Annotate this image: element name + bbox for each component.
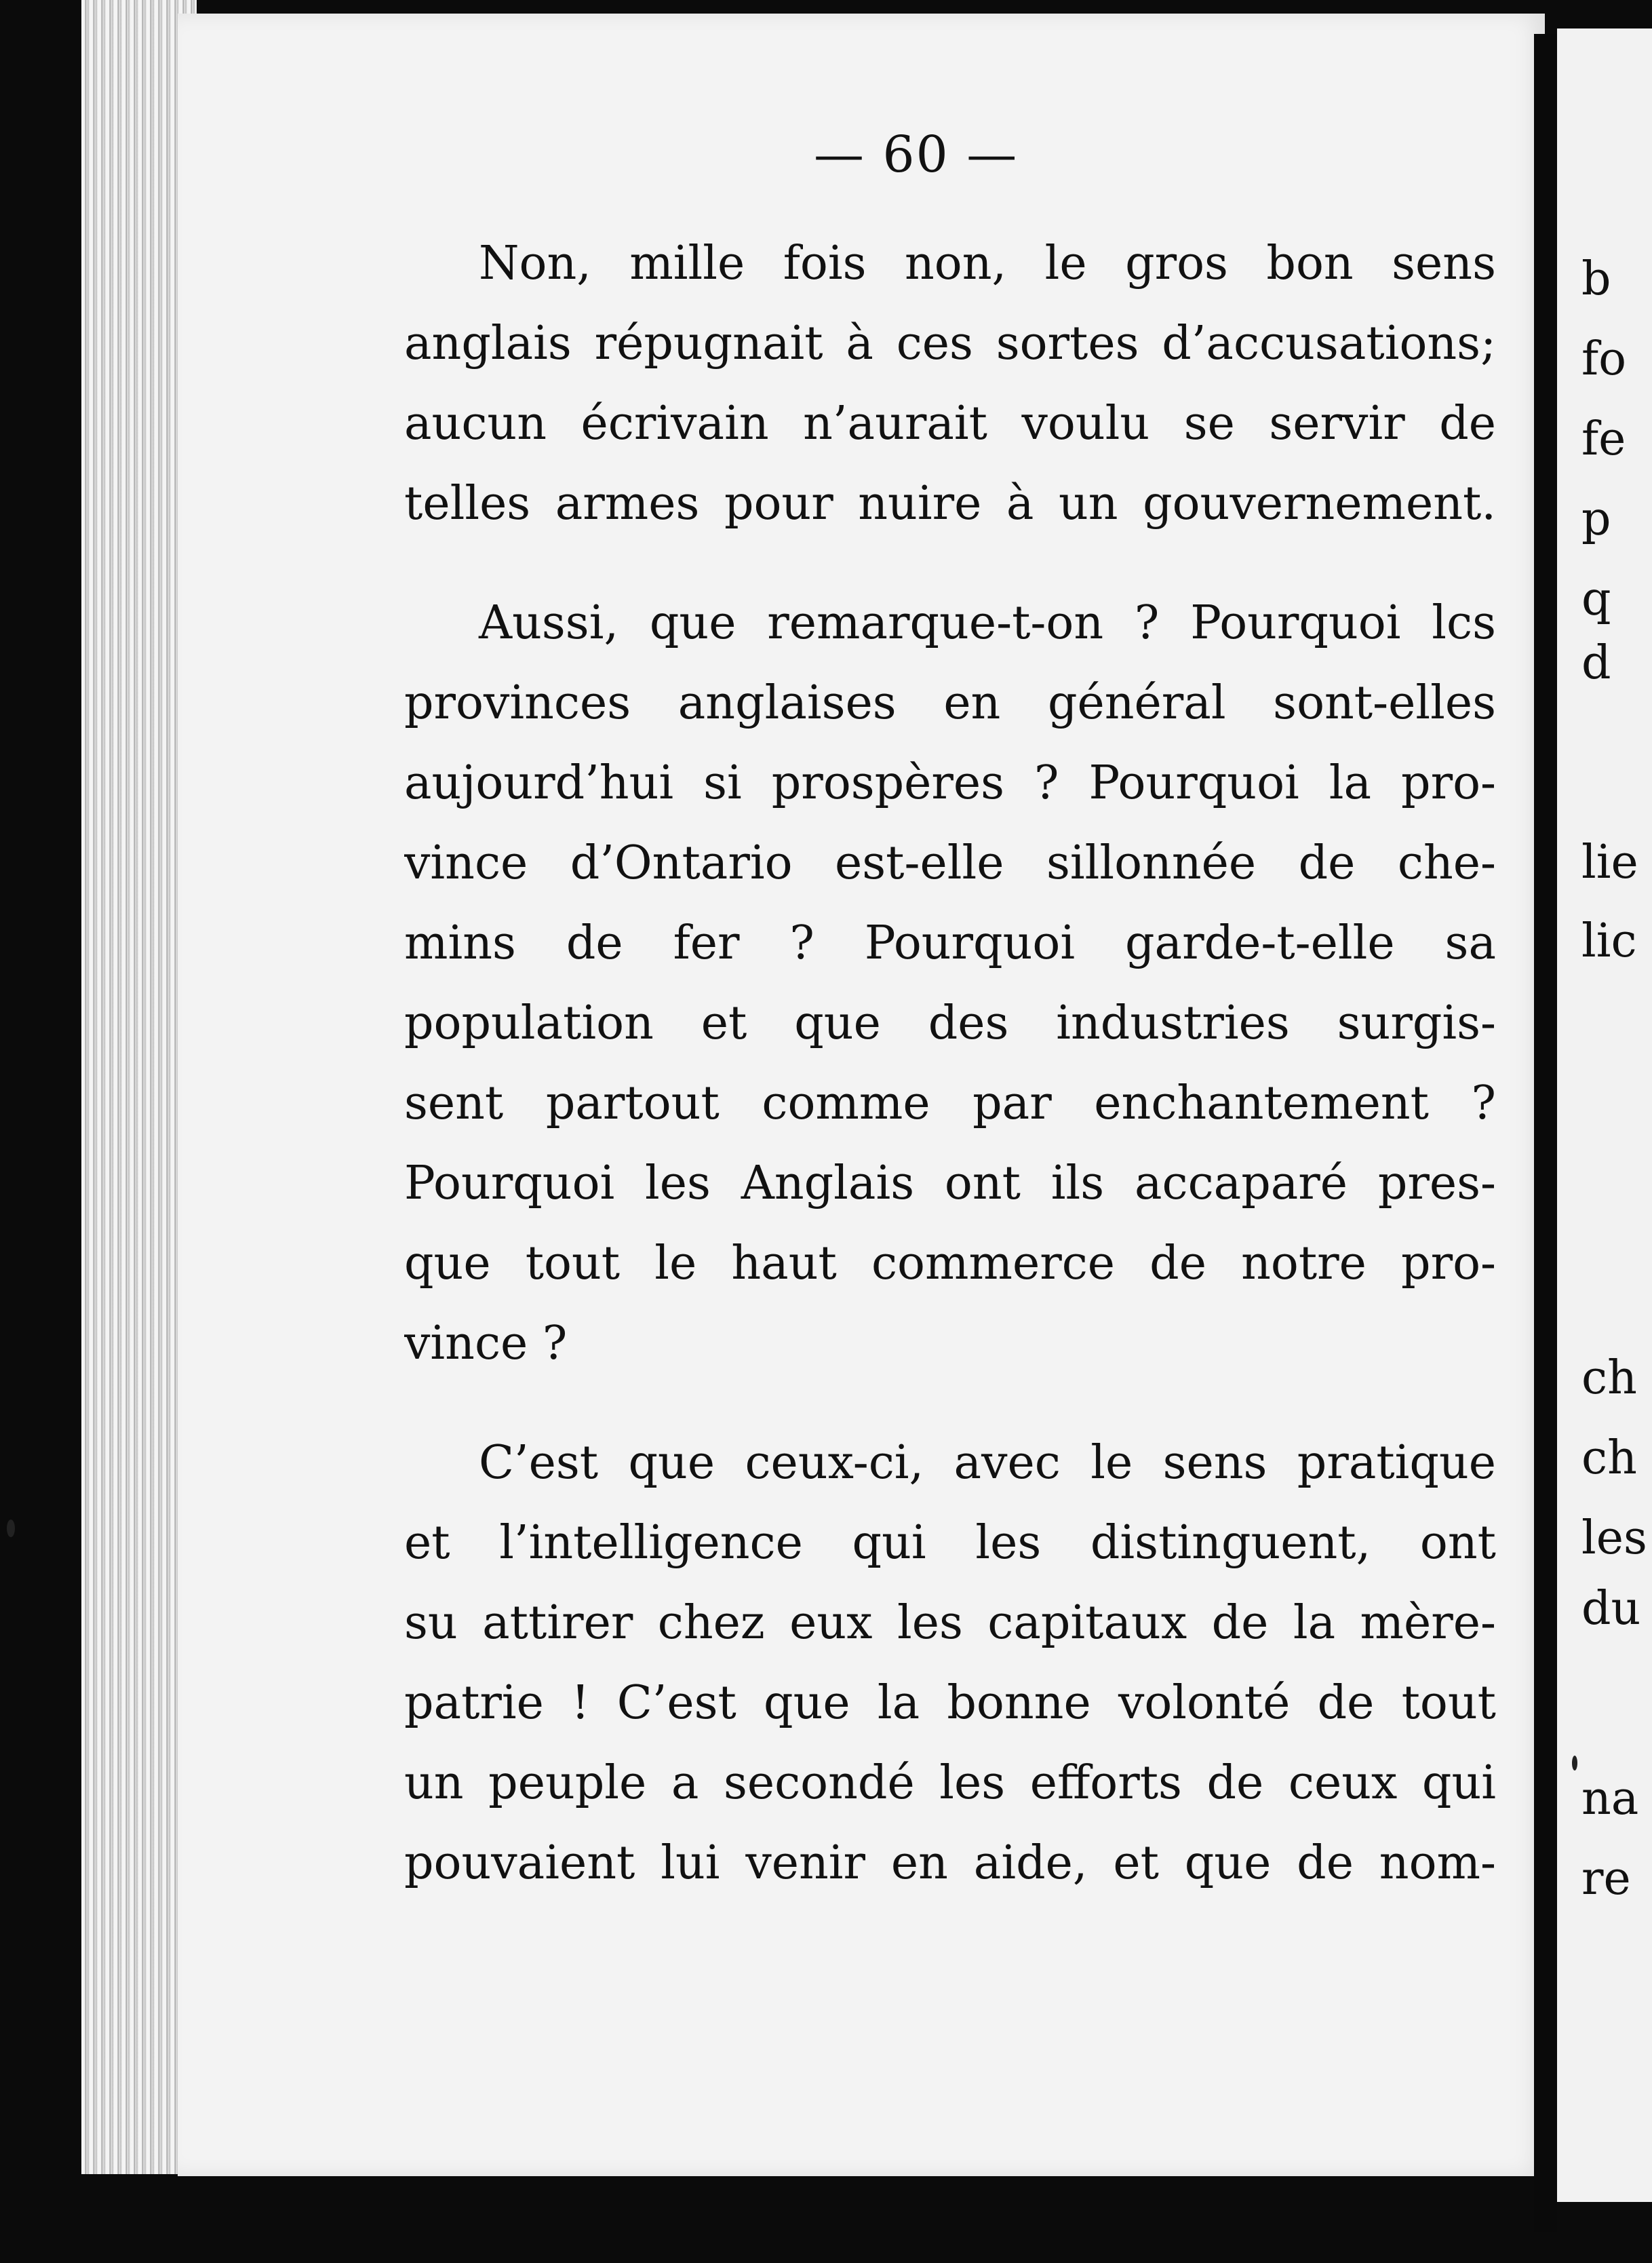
- right-page-fragment: na: [1581, 1772, 1639, 1825]
- paragraph-2: [404, 583, 1496, 1384]
- text-line: telles armes pour nuire à un gouvernement.: [404, 477, 1496, 530]
- right-page-fragment: ch: [1581, 1431, 1637, 1485]
- right-page-fragment: re: [1581, 1852, 1631, 1906]
- right-page-fragment: p: [1581, 492, 1611, 546]
- scan-speck: [7, 1520, 15, 1537]
- right-page-fragment: lie: [1581, 836, 1638, 889]
- paragraph-3: [404, 1423, 1496, 1903]
- right-page-fragment: lic: [1581, 914, 1637, 968]
- right-page-edge: [1557, 28, 1652, 2202]
- text-line: vince ?: [404, 1317, 568, 1370]
- right-page-fragment: d: [1581, 636, 1611, 690]
- text-line: anglais répugnait à ces sortes d’accusations;: [404, 317, 1496, 370]
- text-line: que tout le haut commerce de notre pro-: [404, 1237, 1496, 1290]
- text-line: provinces anglaises en général sont-elles: [404, 676, 1496, 730]
- text-line: Aussi, que remarque-t-on ? Pourquoi lcs: [479, 596, 1496, 650]
- body-text: [404, 224, 1496, 1943]
- paragraph-1: [404, 224, 1496, 544]
- right-page-fragment: q: [1581, 573, 1611, 626]
- text-line: et l’intelligence qui les distinguent, ont: [404, 1516, 1496, 1570]
- book-gutter: [1534, 34, 1557, 2232]
- text-line: un peuple a secondé les efforts de ceux qui: [404, 1756, 1496, 1810]
- right-page-fragment: les: [1581, 1511, 1647, 1565]
- right-page-fragment: du: [1581, 1582, 1641, 1636]
- scan-speck: [1572, 1756, 1577, 1771]
- text-line: mins de fer ? Pourquoi garde-t-elle sa: [404, 916, 1496, 970]
- right-page-fragment: b: [1581, 252, 1611, 306]
- text-line: vince d’Ontario est-elle sillonnée de che-: [404, 836, 1496, 890]
- right-page-fragment: fo: [1581, 332, 1627, 386]
- right-page-fragment: fe: [1581, 412, 1626, 466]
- text-line: Pourquoi les Anglais ont ils accaparé pres-: [404, 1157, 1496, 1210]
- text-line: C’est que ceux-ci, avec le sens pratique: [479, 1436, 1496, 1490]
- text-line: pouvaient lui venir en aide, et que de nom-: [404, 1836, 1496, 1890]
- page-number: — 60 —: [814, 125, 1019, 184]
- right-page-fragment: ch: [1581, 1351, 1637, 1405]
- text-line: aucun écrivain n’aurait voulu se servir de: [404, 397, 1496, 450]
- text-line: su attirer chez eux les capitaux de la mère-: [404, 1596, 1496, 1650]
- text-line: population et que des industries surgis-: [404, 997, 1496, 1050]
- text-line: patrie ! C’est que la bonne volonté de tout: [404, 1676, 1496, 1730]
- text-line: aujourd’hui si prospères ? Pourquoi la pro-: [404, 756, 1496, 810]
- text-line: Non, mille fois non, le gros bon sens: [479, 237, 1496, 290]
- text-line: sent partout comme par enchantement ?: [404, 1077, 1496, 1130]
